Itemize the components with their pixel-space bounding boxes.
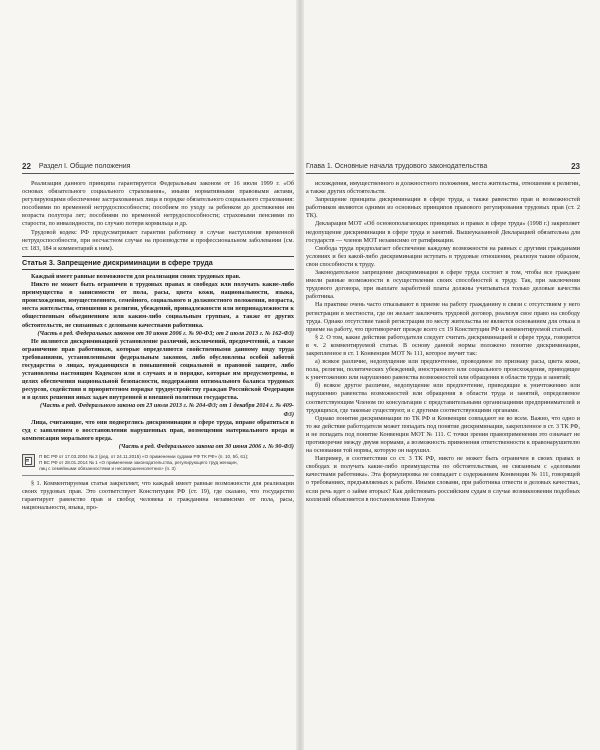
commentary-paragraph: Законодательное запрещение дискриминации в сфере труда состоит в том, чтобы все граждане имели равные возможности в осуществлении своих способностей к труду. Так, при заключении трудового договора, при выплате заработной платы должны учитываться только деловые качества работника. [306,269,580,301]
article-text: Никто не может быть ограничен в трудовых правах и свободах или получать какие-либо преимущества в зависимости от пола, расы, цвета кожи, национальности, языка, происхождения, имущественного, семейного, социального и должностного положения, возраста, места жительства, отношения к религии, убеждений, принадлежности или непринадлежности к общественным объединениям или каким-либо социальным группам, а также от других обстоятельств, не связанных с деловыми качествами работника. [22,281,294,329]
commentary-paragraph: § 2. О том, какие действия работодателя следует считать дискриминацией в сфере труда, говорится в ч. 2 комментируемой статьи. В основу данной нормы положено понятие дискриминации, закрепленное в ст. 1 Конвенции МОТ № 111, которое звучит так: [306,333,580,357]
body-paragraph: Трудовой кодекс РФ предусматривает гарантии работнику в случае наступления временной нетрудоспособности, при несчастном случае на производстве и профессиональном заболевании (см. ст. 183, 184 и комментарий к ним). [22,228,294,252]
commentary-paragraph: Например, в соответствии со ст. 3 ТК РФ, никто не может быть ограничен в своих правах и свободах и получать какие-либо преимущества по обстоятельствам, не связанным с «деловыми качествами работника». Эта формулировка не совпадает с содержанием Конвенции № 111, говорящей о требованиях, предъявляемых к работе. Иными словами, при работника отвести в деловых качествах, если речь идет о займе вторых? Как действовать российским судам в случае возникновения подобных коллизий объясняется в постановлении Пленума [306,455,580,503]
running-head-title: Глава 1. Основные начала трудового законодательства [306,163,488,170]
page-number: 23 [571,162,580,171]
left-running-header [22,160,294,174]
commentary-paragraph: Декларация МОТ «Об основополагающих принципах и правах в сфере труда» (1998 г.) закрепляет недопущение дискриминации в сфере труда и занятий. Вышеуказанной Декларацией обязательна для государств — членов МОТ независимо от ратификации. [306,220,580,244]
left-page-body [22,180,294,726]
body-paragraph: Реализация данного принципа гарантируется Федеральным законом от 16 июля 1999 г. «Об основах обязательного социального страхования», иными нормативными правовыми актами, регулирующими обеспечение застрахованных лица в порядке обязательного социального страхования: пособиями по временной нетрудоспособности; пособием по уходу за ребенком до достижения им возраста полутора лет; пособиями по временной нетрудоспособности; страховыми пенсиями по старости, по инвалидности, по случаю потери кормильца и др. [22,180,294,228]
page-number: 22 [22,162,31,171]
document-reference-icon [22,454,35,467]
note-line: лиц с семейными обязанностями и несовершеннолетних» (п. 3) [39,466,176,471]
book-gutter [296,0,304,750]
right-running-header [306,160,580,174]
article-text: Не являются дискриминацией установление различий, исключений, предпочтений, а также ограничение прав работников, которые определяются свойственными данному виду труда требованиями, установленными федеральным законом, либо обусловлены особой заботой государства о лицах, нуждающихся в повышенной социальной и правовой защите, либо установлены настоящим Кодексом или в случаях и в порядке, которые им предусмотрены, в целях обеспечения национальной безопасности, поддержания оптимального баланса трудовых ресурсов, содействия в приоритетном порядке трудоустройству граждан Российской Федерации и в целях решения иных задач внутренней и внешней политики государства. [22,337,294,402]
article-text: Лица, считающие, что они подверглись дискриминации в сфере труда, вправе обратиться в суд с заявлением о восстановлении нарушенных прав, возмещении материального вреда и компенсации морального вреда. [22,418,294,442]
note-line: П ВС РФ от 28.01.2014 № 1 «О применении законодательства, регулирующего труд женщин, [39,460,238,465]
amendment-source: (Часть в ред. Федерального закона от 30 июня 2006 г. № 90-ФЗ) [118,442,294,450]
amendment-source: (Часть в ред. Федеральных законов от 30 июня 2006 г. № 90-ФЗ; от 2 июля 2013 г. № 162-ФЗ) [37,329,294,337]
commentary-paragraph: Однако понятия дискриминации по ТК РФ и Конвенции совпадают не во всем. Важно, что одно и то же действие работодателя может попадать под понятие дискриминации, закрепленное в ст. 3 ТК РФ, и не попадать под понятие Конвенции МОТ № 111. С точки зрения правоприменения это означает не противоречие между двумя нормами, а возможность применения ответственности к правонарушителю на основании той нормы, которую он нарушил. [306,414,580,455]
commentary-paragraph: На практике очень часто отказывают в приеме на работу гражданину в связи с отсутствием у него регистрации в местности, где он желает заключить трудовой договор, реализуя свое право на свободу труда. Однако отсутствие такой регистрации по месту жительства не является основанием для отказа в приеме на работу, что противоречит прежде всего ст. 19 Конституции РФ и комментируемой статьей. [306,301,580,333]
article-text: Каждый имеет равные возможности для реализации своих трудовых прав. [31,272,241,280]
commentary-paragraph: Запрещение принципа дискриминации в сфере труда, а также равенство прав и возможностей работников являются одними из основных принципов правового регулирования трудовых прав (ст. 2 ТК). [306,196,580,220]
commentary-paragraph: Свобода труда предполагает обеспечение каждому возможности на равных с другими гражданами условиях и без какой-либо дискриминации вступать в трудовые отношения, реализуя таким образом, свои способности к труду. [306,244,580,268]
right-page [300,0,600,750]
right-page-body [306,180,580,726]
commentary-paragraph: а) всякое различие, недопущение или предпочтение, проводимое по признаку расы, цвета кожи, пола, религии, политических убеждений, иностранного или социального происхождения, приводящее к уничтожению или нарушению равенства возможностей или обращения в области труда и занятий; [306,358,580,382]
divider [22,475,294,476]
note-line: П ВС РФ от 17.03.2004 № 2 (ред. от 24.11.2015) «О применении судами РФ ТК РФ» (п. 10, 5б, 61); [39,454,249,459]
running-head-title: Раздел I. Общие положения [38,163,131,170]
amendment-source: (Часть в ред. Федерального закона от 23 июля 2013 г. № 204-ФЗ; от 1 декабря 2014 г. № 409-ФЗ) [39,402,294,418]
article-heading: Статья 3. Запрещение дискриминации в сфере труда [22,256,294,270]
commentary-paragraph: § 1. Комментируемая статья закрепляет, что каждый имеет равные возможности для реализации своих трудовых прав. Это соответствует Конституции РФ (ст. 19), где сказано, что государство гарантирует равенство прав и свобод человека и гражданина независимо от пола, расы, национальности, языка, про- [22,480,294,512]
commentary-paragraph: б) всякое другое различие, недопущение или предпочтение, приводящие к уничтожению или нарушению равенства возможностей или обращения в области труда и занятий, определяемое соответствующим Членом по консультации с представительными организациями предпринимателей и трудящихся, где таковые существуют, и с другими соответствующими органами. [306,382,580,414]
commentary-paragraph: исхождения, имущественного и должностного положения, места жительства, отношения к религии, а также других обстоятельств. [306,180,580,196]
court-reference-note [22,454,294,472]
